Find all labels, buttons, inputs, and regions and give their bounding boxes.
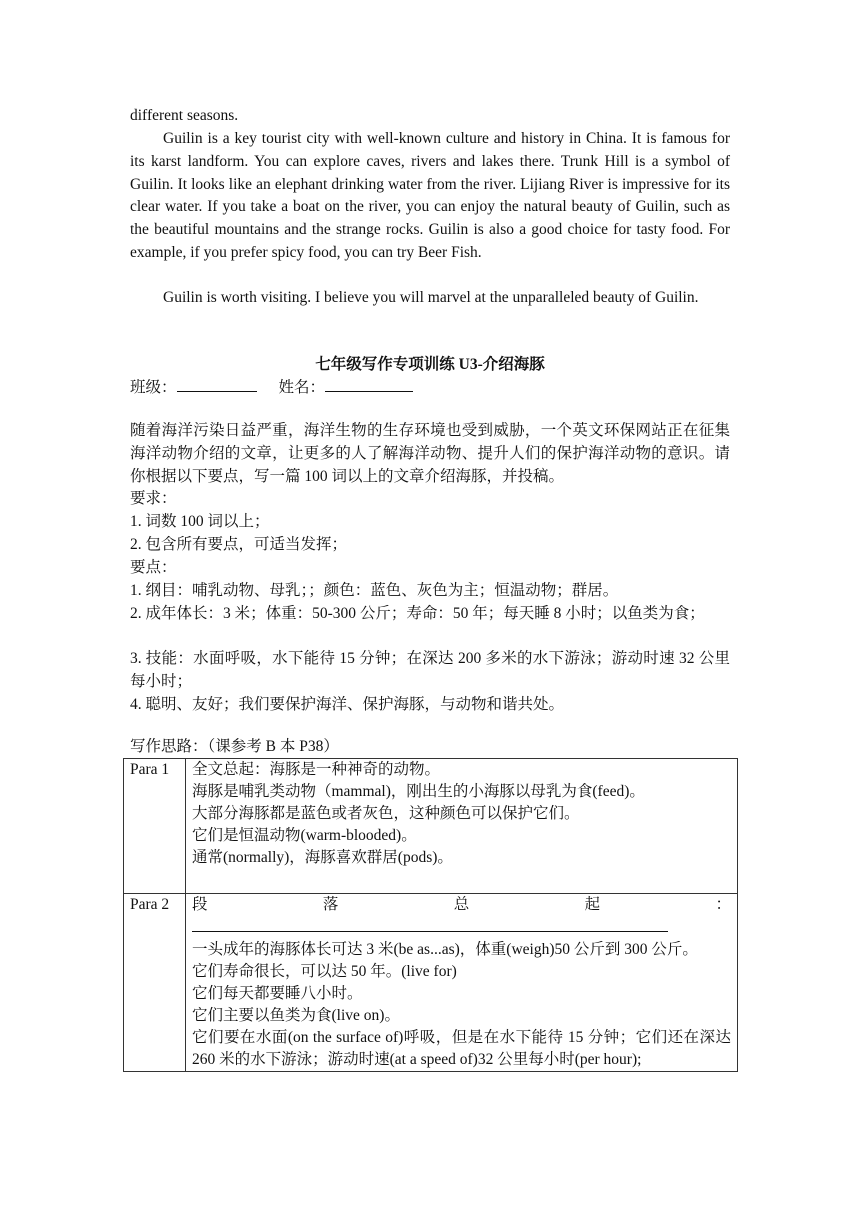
summary-line [192, 894, 731, 939]
plan-line: 通常(normally)，海豚喜欢群居(pods)。 [192, 849, 453, 866]
intro-continuation: different seasons. [130, 107, 239, 124]
requirement-item: 2. 包含所有要点，可适当发挥； [130, 536, 348, 553]
point-item: 1. 纲目：哺乳动物、母乳；；颜色：蓝色、灰色为主；恒温动物；群居。 [130, 582, 619, 599]
summary-label: 段落总起： [192, 896, 731, 913]
guilin-paragraph-2: Guilin is worth visiting. I believe you will marvel at the unparalleled beauty of Guilin. [163, 289, 699, 306]
row-content [186, 759, 738, 894]
guilin-paragraph-1: Guilin is a key tourist city with well-known culture and history in China. It is famous for its karst landform. You can explore caves, rivers and lakes there. Trunk Hill is a symbol of Guilin. It looks like an elephant drinking water from the river. Lijiang River is impressive for its clear water. If you take a boat on the river, you can enjoy the natural beauty of Guilin, such as the beautiful mountains and the strange rocks. Guilin is also a good choice for tasty food. For example, if you prefer spicy food, you can try Beer Fish. [130, 130, 730, 261]
writing-plan-table [123, 758, 738, 1072]
class-blank[interactable] [177, 376, 257, 392]
plan-line: 大部分海豚都是蓝色或者灰色，这种颜色可以保护它们。 [192, 805, 580, 822]
requirements-label: 要求： [130, 490, 177, 507]
plan-line: 海豚是哺乳类动物（mammal)，刚出生的小海豚以母乳为食(feed)。 [192, 783, 645, 800]
name-blank[interactable] [325, 376, 413, 392]
writing-prompt: 随着海洋污染日益严重，海洋生物的生存环境也受到威胁，一个英文环保网站正在征集海洋动物介绍的文章，让更多的人了解海洋动物、提升人们的保护海洋动物的意识。请你根据以下要点，写一篇 100 词以上的文章介绍海豚，并投稿。 [130, 422, 730, 485]
point-item: 4. 聪明、友好；我们要保护海洋、保护海豚，与动物和谐共处。 [130, 696, 565, 713]
plan-line: 全文总起：海豚是一种神奇的动物。 [192, 761, 441, 778]
point-item: 2. 成年体长：3 米；体重：50-300 公斤；寿命：50 年；每天睡 8 小时；以鱼类为食； [130, 605, 705, 622]
point-item: 3. 技能：水面呼吸，水下能待 15 分钟；在深达 200 多米的水下游泳；游动时速 32 公里每小时； [130, 650, 730, 690]
row-label: Para 2 [124, 894, 186, 1072]
plan-line: 它们寿命很长，可以达 50 年。(live for) [192, 963, 457, 980]
plan-line: 一头成年的海豚体长可达 3 米(be as...as)，体重(weigh)50 公斤到 300 公斤。 [192, 941, 698, 958]
plan-line: 它们是恒温动物(warm-blooded)。 [192, 827, 417, 844]
row-label: Para 1 [124, 759, 186, 894]
class-label: 班级： [130, 379, 177, 396]
plan-title: 写作思路：（课参考 B 本 P38） [130, 738, 339, 755]
class-name-line [130, 376, 413, 400]
points-label: 要点： [130, 559, 177, 576]
row-content [186, 894, 738, 1072]
name-label: 姓名： [278, 379, 326, 396]
requirement-item: 1. 词数 100 词以上； [130, 513, 270, 530]
section-title: 七年级写作专项训练 U3-介绍海豚 [315, 356, 545, 373]
table-row [124, 759, 738, 894]
summary-blank[interactable] [192, 916, 668, 932]
table-row [124, 894, 738, 1072]
plan-line: 它们每天都要睡八小时。 [192, 985, 363, 1002]
plan-line: 它们要在水面(on the surface of)呼吸，但是在水下能待 15 分钟；它们还在深达 260 米的水下游泳；游动时速(at a speed of)32 公里每小时(per hour); [192, 1029, 731, 1068]
plan-line: 它们主要以鱼类为食(live on)。 [192, 1007, 400, 1024]
